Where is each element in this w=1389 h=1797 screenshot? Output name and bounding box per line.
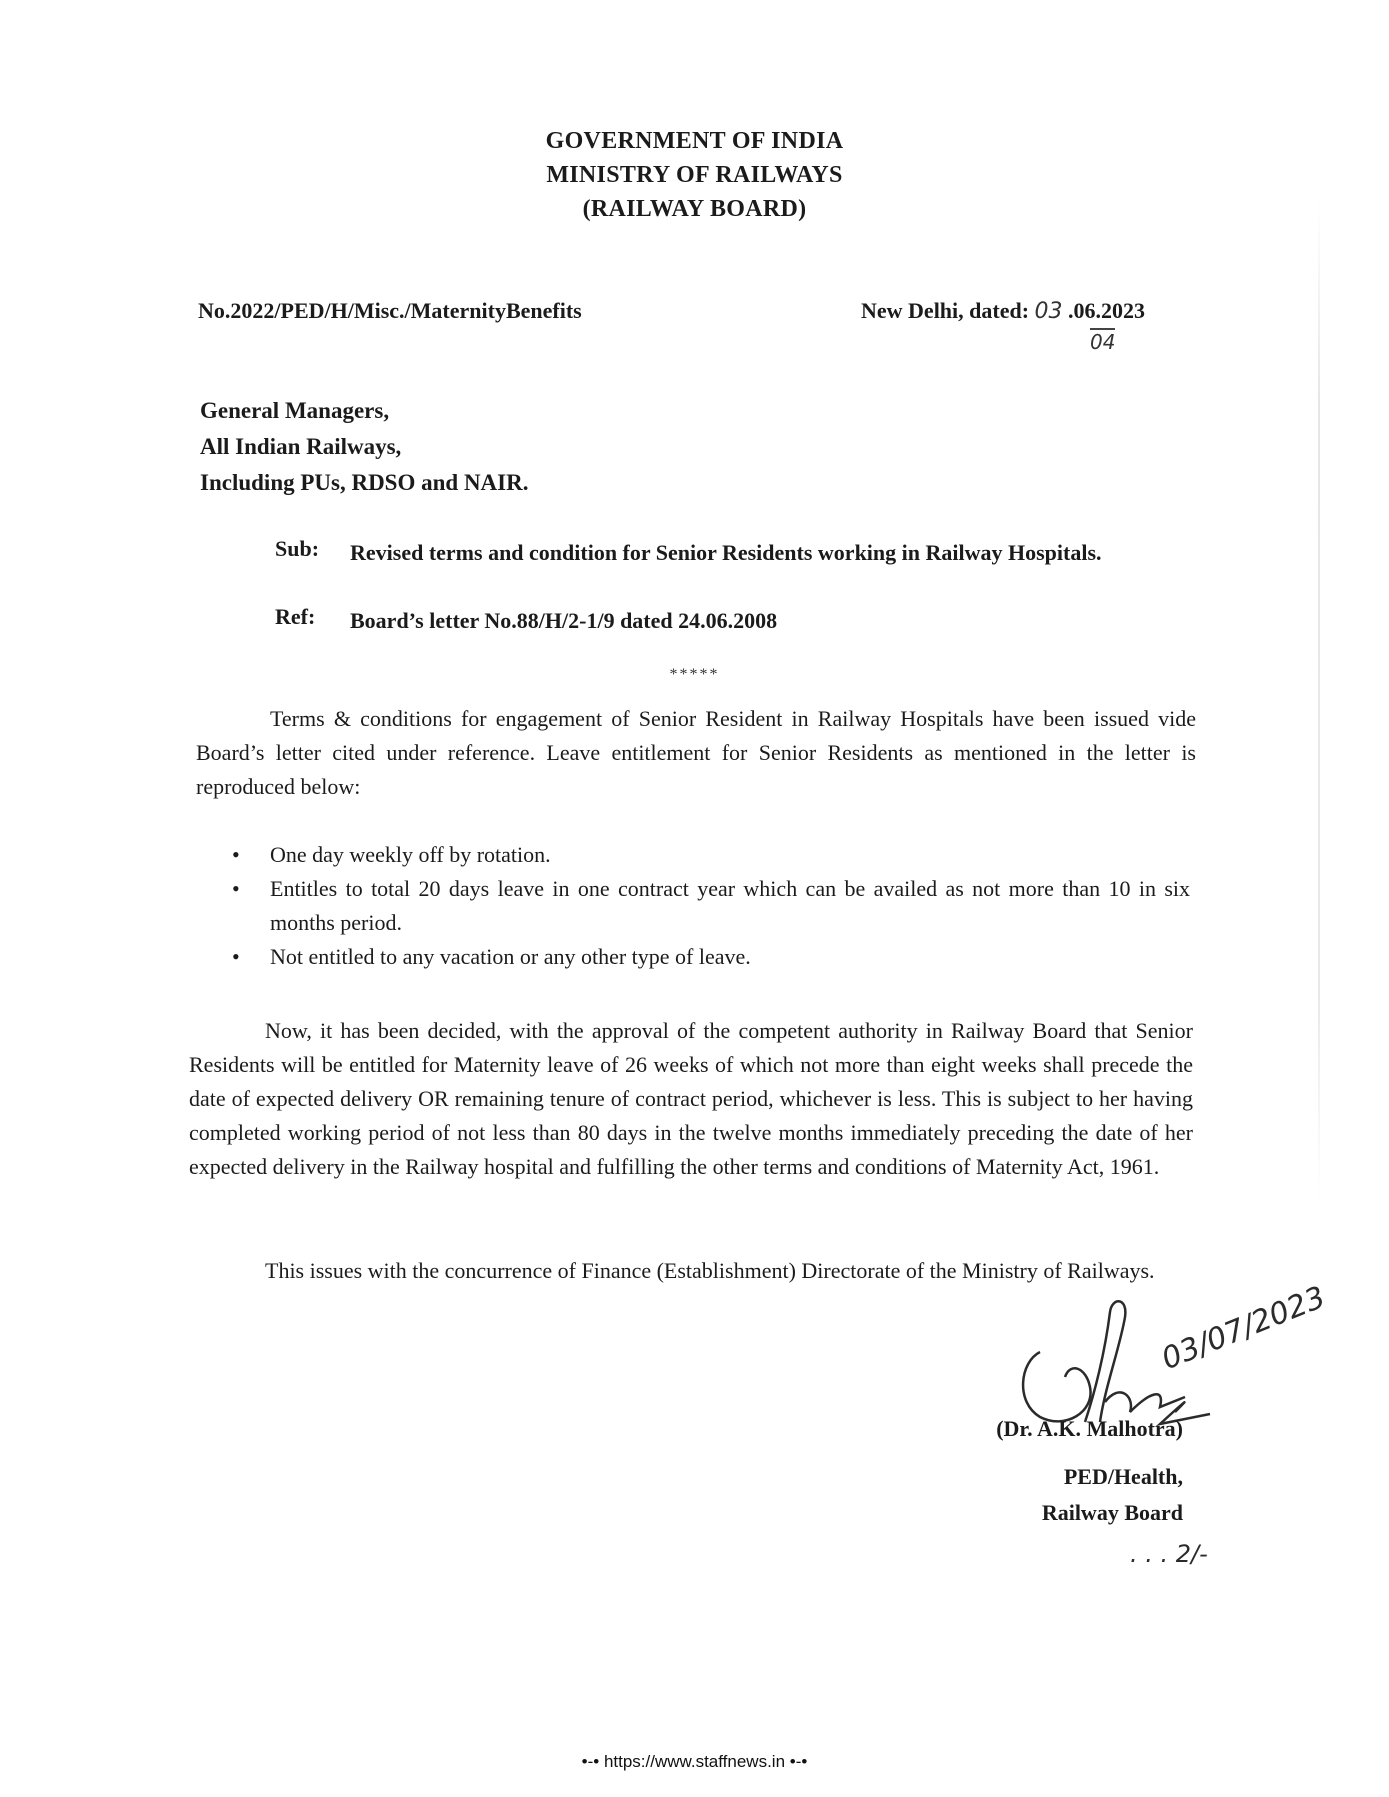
bullet-icon: • <box>232 876 240 901</box>
list-item <box>230 872 1190 940</box>
leave-entitlement-list <box>230 838 1190 974</box>
reference-label: Ref: <box>275 604 316 629</box>
date-printed: .06.2023 <box>1068 298 1146 323</box>
header-board: (RAILWAY BOARD) <box>582 196 807 222</box>
header-ministry: MINISTRY OF RAILWAYS <box>546 162 843 188</box>
signatory-office: Railway Board <box>1041 1500 1183 1525</box>
date-correction-handwritten: 04 <box>1090 330 1116 354</box>
subject-label: Sub: <box>275 536 320 561</box>
paragraph-decision: Now, it has been decided, with the approval of the competent authority in Railway Board that Senior Residents will be entitled for Maternity leave of 26 weeks of which not more than eight weeks shall precede the date of expected delivery OR remaining tenure of contract period, whichever is less. This is subject to her having completed working period of not less than 80 days in the twelve months immediately preceding the date of her expected delivery in the Railway hospital and fulfilling the other terms and conditions of Maternity Act, 1961. <box>189 1018 1193 1179</box>
reference-text: Board’s letter No.88/H/2-1/9 dated 24.06.2008 <box>350 608 778 633</box>
list-item <box>230 940 1190 974</box>
letter-reference-number: No.2022/PED/H/Misc./MaternityBenefits <box>198 298 582 323</box>
subject-text: Revised terms and condition for Senior Residents working in Railway Hospitals. <box>350 540 1102 565</box>
bullet-icon: • <box>232 842 240 867</box>
letter-date <box>861 298 1145 324</box>
list-item-text: Not entitled to any vacation or any other type of leave. <box>270 944 751 969</box>
signature-handwritten-date: 03/07/2023 <box>1156 1279 1331 1377</box>
date-handwritten-day: 03 <box>1034 299 1063 324</box>
addressee-line-1: General Managers, <box>200 398 390 423</box>
addressee-line-2: All Indian Railways, <box>200 434 402 459</box>
page-continuation-marker: . . . 2/- <box>1130 1540 1208 1568</box>
list-item-text: Entitles to total 20 days leave in one contract year which can be availed as not more than 10 in six months period. <box>270 876 1190 935</box>
bullet-icon: • <box>232 944 240 969</box>
paragraph-concurrence: This issues with the concurrence of Finance (Establishment) Directorate of the Ministry of Railways. <box>265 1258 1155 1283</box>
paragraph-intro: Terms & conditions for engagement of Senior Resident in Railway Hospitals have been issued vide Board’s letter cited under reference. Leave entitlement for Senior Residents as mentioned in the letter is reproduced below: <box>196 706 1196 799</box>
header-government: GOVERNMENT OF INDIA <box>545 128 844 154</box>
list-item-text: One day weekly off by rotation. <box>270 842 551 867</box>
signatory-name: (Dr. A.K. Malhotra) <box>996 1416 1183 1441</box>
signatory-designation: PED/Health, <box>1063 1464 1183 1489</box>
list-item <box>230 838 1190 872</box>
addressee-line-3: Including PUs, RDSO and NAIR. <box>200 470 529 495</box>
scan-edge-line <box>1318 200 1320 1200</box>
footer-website: •-• https://www.staffnews.in •-• <box>581 1752 808 1771</box>
separator-stars: ***** <box>669 666 720 683</box>
date-label: New Delhi, dated: <box>861 298 1030 323</box>
